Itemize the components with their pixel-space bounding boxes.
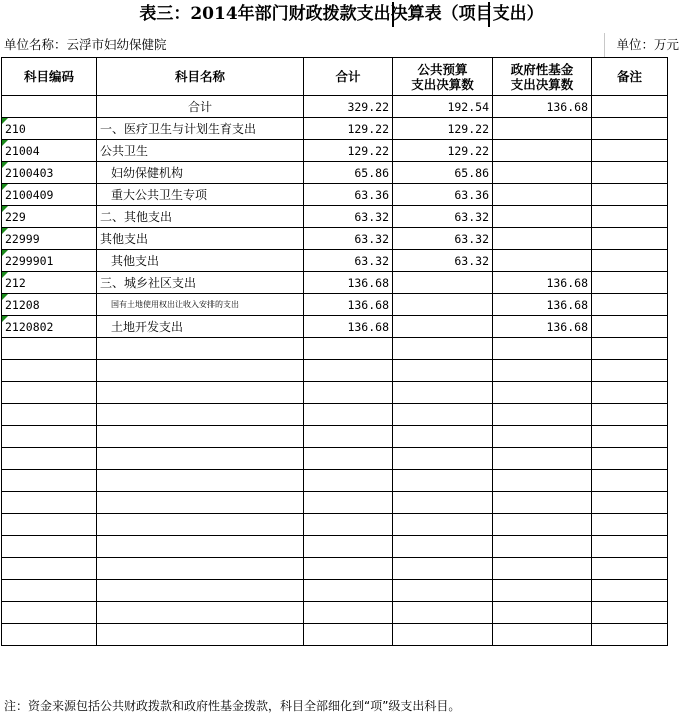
expenditure-table (1, 57, 668, 646)
cell-selection-cursor (392, 2, 490, 27)
header-name: 科目名称 (97, 58, 304, 96)
header-row (2, 58, 668, 96)
row-total[interactable]: 129.22 (304, 140, 393, 162)
empty-cell[interactable] (2, 580, 97, 602)
empty-cell[interactable] (2, 492, 97, 514)
table-row (2, 272, 668, 294)
empty-cell[interactable] (304, 360, 393, 382)
row-fund[interactable]: 136.68 (493, 272, 592, 294)
total-code[interactable] (2, 96, 97, 118)
row-public[interactable]: 63.32 (393, 250, 493, 272)
table-row (2, 140, 668, 162)
table-row (2, 118, 668, 140)
empty-cell[interactable] (393, 360, 493, 382)
empty-cell[interactable] (2, 338, 97, 360)
empty-cell[interactable] (97, 492, 304, 514)
row-code[interactable]: 229 (2, 206, 97, 228)
empty-cell[interactable] (493, 536, 592, 558)
empty-cell[interactable] (97, 536, 304, 558)
row-name[interactable]: 妇幼保健机构 (97, 162, 304, 184)
empty-row (2, 536, 668, 558)
empty-cell[interactable] (592, 360, 668, 382)
row-name[interactable]: 二、其他支出 (97, 206, 304, 228)
row-name[interactable]: 公共卫生 (97, 140, 304, 162)
row-total[interactable]: 65.86 (304, 162, 393, 184)
row-total[interactable]: 136.68 (304, 316, 393, 338)
row-code[interactable]: 210 (2, 118, 97, 140)
row-code[interactable]: 2100409 (2, 184, 97, 206)
empty-cell[interactable] (393, 602, 493, 624)
empty-cell[interactable] (592, 558, 668, 580)
empty-cell[interactable] (493, 514, 592, 536)
table-row (2, 316, 668, 338)
unit-divider (604, 33, 605, 57)
row-fund[interactable] (493, 228, 592, 250)
total-public[interactable]: 192.54 (393, 96, 493, 118)
empty-cell[interactable] (592, 514, 668, 536)
row-code[interactable]: 21208 (2, 294, 97, 316)
row-public[interactable]: 129.22 (393, 118, 493, 140)
row-public[interactable]: 63.32 (393, 206, 493, 228)
row-public[interactable] (393, 316, 493, 338)
row-public[interactable] (393, 272, 493, 294)
row-remark[interactable] (592, 118, 668, 140)
empty-cell[interactable] (97, 580, 304, 602)
total-remark[interactable] (592, 96, 668, 118)
empty-cell[interactable] (393, 624, 493, 646)
empty-cell[interactable] (393, 382, 493, 404)
empty-cell[interactable] (97, 602, 304, 624)
row-total[interactable]: 63.36 (304, 184, 393, 206)
empty-cell[interactable] (493, 360, 592, 382)
empty-cell[interactable] (592, 580, 668, 602)
row-name[interactable]: 三、城乡社区支出 (97, 272, 304, 294)
row-name[interactable]: 其他支出 (97, 250, 304, 272)
row-name[interactable]: 其他支出 (97, 228, 304, 250)
empty-cell[interactable] (393, 338, 493, 360)
empty-cell[interactable] (493, 404, 592, 426)
empty-row (2, 404, 668, 426)
empty-cell[interactable] (97, 382, 304, 404)
empty-cell[interactable] (304, 602, 393, 624)
empty-cell[interactable] (592, 426, 668, 448)
empty-cell[interactable] (97, 558, 304, 580)
row-remark[interactable] (592, 206, 668, 228)
empty-row (2, 624, 668, 646)
empty-cell[interactable] (393, 580, 493, 602)
total-amount[interactable]: 329.22 (304, 96, 393, 118)
row-total[interactable]: 136.68 (304, 294, 393, 316)
header-gov-fund (493, 58, 592, 96)
empty-cell[interactable] (493, 382, 592, 404)
row-name[interactable]: 国有土地使用权出让收入安排的支出 (97, 294, 304, 316)
table-row (2, 228, 668, 250)
table-row (2, 250, 668, 272)
empty-cell[interactable] (304, 580, 393, 602)
empty-cell[interactable] (393, 514, 493, 536)
header-total: 合计 (304, 58, 393, 96)
header-public-budget (393, 58, 493, 96)
empty-cell[interactable] (304, 338, 393, 360)
empty-cell[interactable] (393, 492, 493, 514)
row-code[interactable]: 22999 (2, 228, 97, 250)
empty-row (2, 580, 668, 602)
empty-cell[interactable] (2, 470, 97, 492)
row-remark[interactable] (592, 272, 668, 294)
empty-cell[interactable] (2, 382, 97, 404)
row-public[interactable]: 63.32 (393, 228, 493, 250)
empty-cell[interactable] (304, 514, 393, 536)
total-fund[interactable]: 136.68 (493, 96, 592, 118)
table-row (2, 162, 668, 184)
row-name[interactable]: 重大公共卫生专项 (97, 184, 304, 206)
empty-cell[interactable] (393, 536, 493, 558)
empty-cell[interactable] (493, 338, 592, 360)
unit-info-row (0, 33, 683, 57)
empty-cell[interactable] (393, 448, 493, 470)
empty-cell[interactable] (2, 426, 97, 448)
empty-cell[interactable] (493, 602, 592, 624)
row-fund[interactable] (493, 250, 592, 272)
row-remark[interactable] (592, 294, 668, 316)
row-public[interactable] (393, 294, 493, 316)
empty-cell[interactable] (304, 426, 393, 448)
empty-cell[interactable] (393, 558, 493, 580)
empty-cell[interactable] (592, 492, 668, 514)
empty-cell[interactable] (97, 470, 304, 492)
row-remark[interactable] (592, 162, 668, 184)
row-fund[interactable] (493, 118, 592, 140)
empty-cell[interactable] (2, 404, 97, 426)
row-name[interactable]: 一、医疗卫生与计划生育支出 (97, 118, 304, 140)
empty-cell[interactable] (304, 624, 393, 646)
table-row (2, 184, 668, 206)
row-code[interactable]: 212 (2, 272, 97, 294)
empty-cell[interactable] (493, 558, 592, 580)
empty-cell[interactable] (304, 492, 393, 514)
row-total[interactable]: 63.32 (304, 228, 393, 250)
empty-cell[interactable] (97, 338, 304, 360)
empty-row (2, 492, 668, 514)
report-title: 表三：2014年部门财政拨款支出决算表（项目支出） (139, 4, 544, 24)
empty-cell[interactable] (97, 404, 304, 426)
empty-cell[interactable] (493, 426, 592, 448)
empty-cell[interactable] (393, 426, 493, 448)
empty-cell[interactable] (304, 558, 393, 580)
empty-cell[interactable] (393, 404, 493, 426)
empty-cell[interactable] (592, 448, 668, 470)
empty-cell[interactable] (2, 448, 97, 470)
empty-row (2, 558, 668, 580)
row-total[interactable]: 129.22 (304, 118, 393, 140)
row-remark[interactable] (592, 140, 668, 162)
empty-cell[interactable] (393, 470, 493, 492)
empty-cell[interactable] (493, 580, 592, 602)
total-name[interactable]: 合计 (97, 96, 304, 118)
empty-cell[interactable] (2, 602, 97, 624)
empty-cell[interactable] (2, 624, 97, 646)
row-code[interactable]: 2299901 (2, 250, 97, 272)
empty-row (2, 360, 668, 382)
empty-cell[interactable] (2, 360, 97, 382)
empty-row (2, 426, 668, 448)
unit-name: 单位名称：云浮市妇幼保健院 (4, 37, 167, 52)
empty-cell[interactable] (97, 514, 304, 536)
empty-cell[interactable] (592, 404, 668, 426)
row-fund[interactable]: 136.68 (493, 294, 592, 316)
empty-cell[interactable] (592, 470, 668, 492)
row-public[interactable]: 65.86 (393, 162, 493, 184)
empty-row (2, 382, 668, 404)
row-fund[interactable] (493, 140, 592, 162)
empty-cell[interactable] (304, 470, 393, 492)
empty-cell[interactable] (304, 382, 393, 404)
empty-cell[interactable] (97, 360, 304, 382)
row-total[interactable]: 136.68 (304, 272, 393, 294)
row-fund[interactable] (493, 184, 592, 206)
empty-cell[interactable] (493, 470, 592, 492)
row-total[interactable]: 63.32 (304, 206, 393, 228)
row-fund[interactable] (493, 206, 592, 228)
empty-cell[interactable] (592, 624, 668, 646)
empty-cell[interactable] (493, 448, 592, 470)
empty-cell[interactable] (304, 536, 393, 558)
empty-cell[interactable] (2, 536, 97, 558)
empty-cell[interactable] (97, 448, 304, 470)
table-row (2, 294, 668, 316)
empty-row (2, 338, 668, 360)
row-code[interactable]: 2100403 (2, 162, 97, 184)
header-gov-fund-line2: 支出决算数 (510, 76, 574, 92)
empty-cell[interactable] (2, 558, 97, 580)
empty-row (2, 470, 668, 492)
row-remark[interactable] (592, 184, 668, 206)
empty-cell[interactable] (97, 426, 304, 448)
empty-cell[interactable] (592, 602, 668, 624)
row-remark[interactable] (592, 250, 668, 272)
header-remark: 备注 (592, 58, 668, 96)
empty-row (2, 602, 668, 624)
empty-cell[interactable] (493, 624, 592, 646)
row-code[interactable]: 2120802 (2, 316, 97, 338)
empty-row (2, 514, 668, 536)
empty-cell[interactable] (493, 492, 592, 514)
empty-row (2, 448, 668, 470)
empty-cell[interactable] (592, 536, 668, 558)
empty-cell[interactable] (304, 404, 393, 426)
total-row (2, 96, 668, 118)
row-code[interactable]: 21004 (2, 140, 97, 162)
header-public-budget-line1: 公共预算 (417, 61, 468, 77)
row-fund[interactable]: 136.68 (493, 316, 592, 338)
row-public[interactable]: 129.22 (393, 140, 493, 162)
row-remark[interactable] (592, 228, 668, 250)
empty-cell[interactable] (592, 338, 668, 360)
empty-cell[interactable] (2, 514, 97, 536)
unit-label: 单位：万元 (616, 37, 679, 52)
footnote: 注：资金来源包括公共财政拨款和政府性基金拨款，科目全部细化到“项”级支出科目。 (4, 699, 461, 713)
empty-cell[interactable] (592, 382, 668, 404)
empty-cell[interactable] (304, 448, 393, 470)
header-code: 科目编码 (2, 58, 97, 96)
table-row (2, 206, 668, 228)
row-fund[interactable] (493, 162, 592, 184)
row-total[interactable]: 63.32 (304, 250, 393, 272)
empty-cell[interactable] (97, 624, 304, 646)
row-public[interactable]: 63.36 (393, 184, 493, 206)
header-public-budget-line2: 支出决算数 (411, 76, 474, 92)
row-name[interactable]: 土地开发支出 (97, 316, 304, 338)
row-remark[interactable] (592, 316, 668, 338)
header-gov-fund-line1: 政府性基金 (510, 61, 574, 77)
